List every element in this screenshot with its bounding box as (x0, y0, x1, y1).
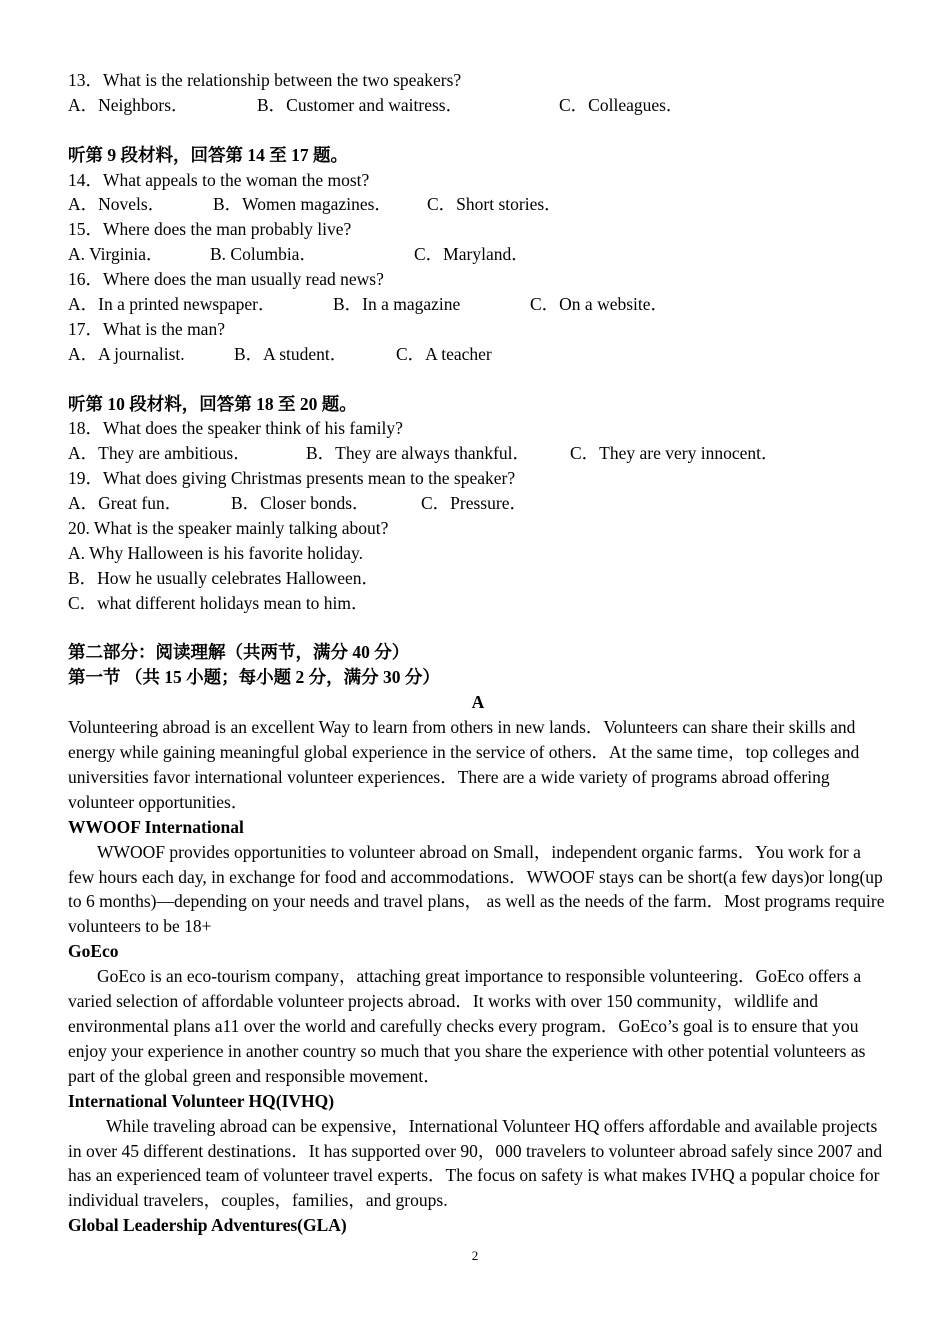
question-15: 15．Where does the man probably live? (68, 219, 352, 240)
gla-heading: Global Leadership Adventures(GLA) (68, 1215, 347, 1236)
passage-letter: A (471, 692, 485, 713)
question-18: 18．What does the speaker think of his family? (68, 418, 403, 439)
option-b[interactable]: B．A student． (234, 343, 348, 364)
section-9-heading: 听第 9 段材料，回答第 14 至 17 题。 (68, 144, 348, 165)
option-a[interactable]: A. Virginia． (68, 244, 164, 265)
wwoof-paragraph: WWOOF provides opportunities to volunteer abroad on Small，independent organic farms．You work for a few hours each day, in exchange for food and accommodations．WWOOF stays can be short(a few days)or long(up to 6 months)—depending on your needs and travel plans， as well as the needs of the farm．Most programs require volunteers to be 18+ (68, 841, 885, 937)
option-a[interactable]: A. Why Halloween is his favorite holiday. (68, 542, 364, 563)
option-c[interactable]: C．Short stories． (427, 194, 562, 215)
option-a[interactable]: A．Novels． (68, 194, 166, 215)
part-2-title: 第二部分：阅读理解（共两节，满分 40 分） (68, 642, 410, 663)
options-16 (68, 292, 888, 317)
question-16: 16．Where does the man usually read news? (68, 269, 384, 290)
options-14 (68, 192, 888, 217)
page-number: 2 (471, 1248, 479, 1263)
option-c[interactable]: C．what different holidays mean to him． (68, 592, 369, 613)
option-b[interactable]: B．Closer bonds． (231, 493, 370, 514)
ivhq-paragraph: While traveling abroad can be expensive，International Volunteer HQ offers affordable and available projects in over 45 different destinations．It has supported over 90，000 travelers to volunteer abroad safely since 2007 and has an experienced team of volunteer travel experts．The focus on safety is what makes IVHQ a popular choice for individual travelers，couples，families，and groups. (68, 1115, 883, 1211)
option-a[interactable]: A．They are ambitious． (68, 443, 251, 464)
options-13 (68, 93, 888, 118)
option-c[interactable]: C．Maryland． (414, 244, 529, 265)
option-a[interactable]: A．In a printed newspaper． (68, 294, 276, 315)
passage-intro: Volunteering abroad is an excellent Way to learn from others in new lands．Volunteers can share their skills and energy while gaining meaningful global experience in the service of others．At the same time，top colleges and universities favor international volunteer experiences．There are a wide variety of programs abroad offering volunteer opportunities． (68, 717, 860, 812)
question-13: 13．What is the relationship between the two speakers? (68, 70, 462, 90)
option-b[interactable]: B．How he usually celebrates Halloween． (68, 567, 380, 588)
question-14: 14．What appeals to the woman the most? (68, 169, 370, 190)
section-10-heading: 听第 10 段材料，回答第 18 至 20 题。 (68, 393, 357, 414)
option-c[interactable]: C．Pressure． (421, 493, 527, 514)
goeco-paragraph: GoEco is an eco-tourism company，attaching great importance to responsible volunteering．GoEco offers a varied selection of affordable volunteer projects abroad．It works with over 150 community，wildlife and environmental plans a11 over the world and carefully checks every program．GoEco’s goal is to ensure that you enjoy your experience in another country so much that you share the experience with other potential volunteers as part of the global green and responsible movement． (68, 966, 866, 1086)
ivhq-heading: International Volunteer HQ(IVHQ) (68, 1090, 335, 1111)
option-b[interactable]: B．Customer and waitress． (257, 94, 464, 115)
options-19 (68, 491, 888, 516)
option-c[interactable]: C．They are very innocent． (570, 443, 779, 464)
options-18 (68, 441, 888, 466)
wwoof-heading: WWOOF International (68, 816, 244, 837)
option-b[interactable]: B．In a magazine (333, 294, 461, 315)
exam-page (68, 68, 888, 1238)
options-15 (68, 242, 888, 267)
option-a[interactable]: A．A journalist. (68, 343, 185, 364)
part-2-section-1-title: 第一节 （共 15 小题；每小题 2 分，满分 30 分） (68, 667, 440, 688)
option-c[interactable]: C．A teacher (396, 343, 492, 364)
options-17 (68, 342, 888, 367)
option-c[interactable]: C．On a website． (530, 294, 669, 315)
question-20: 20. What is the speaker mainly talking about? (68, 518, 389, 539)
option-b[interactable]: B．Women magazines． (213, 194, 392, 215)
option-c[interactable]: C．Colleagues． (559, 94, 684, 115)
question-19: 19．What does giving Christmas presents mean to the speaker? (68, 468, 516, 489)
option-a[interactable]: A．Great fun． (68, 493, 183, 514)
option-b[interactable]: B. Columbia． (210, 244, 317, 265)
option-b[interactable]: B．They are always thankful． (306, 443, 531, 464)
option-a[interactable]: A．Neighbors． (68, 94, 189, 115)
question-17: 17．What is the man? (68, 318, 225, 339)
goeco-heading: GoEco (68, 941, 119, 962)
